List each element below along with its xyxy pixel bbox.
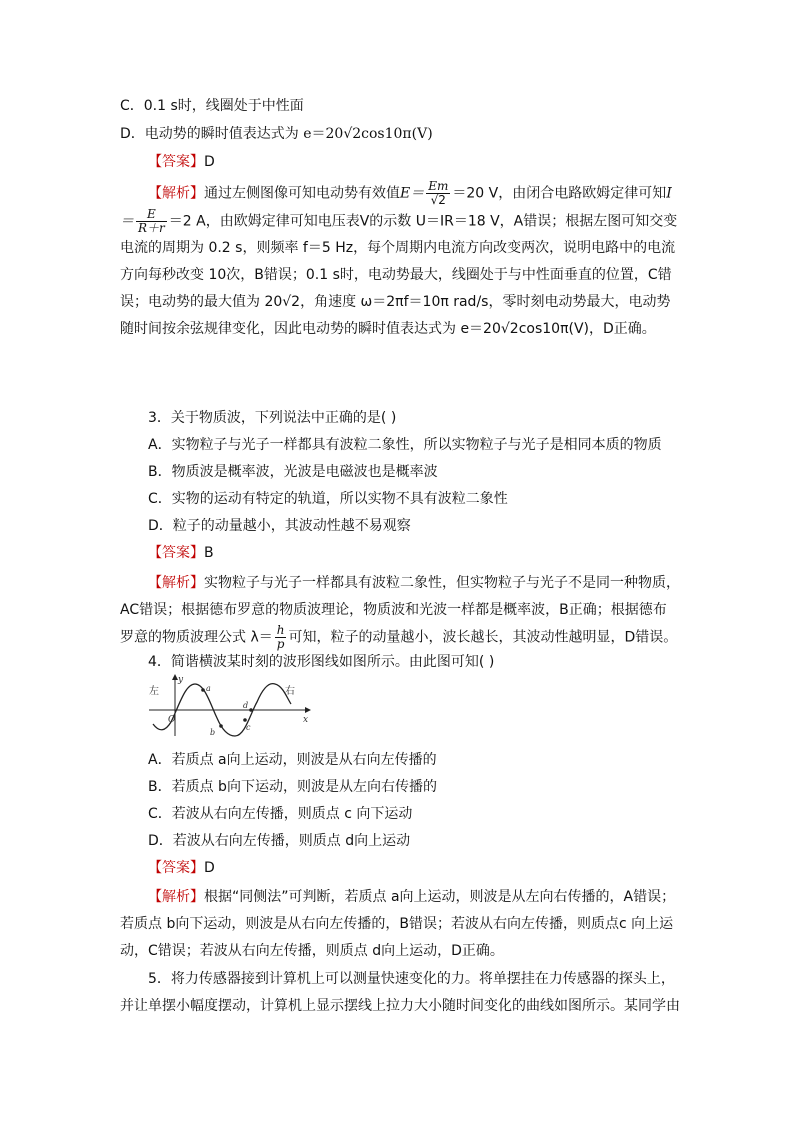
frac-den: √2 <box>430 193 446 207</box>
q3-explanation <box>120 570 680 652</box>
point-b <box>219 724 223 728</box>
q5-stem-text: 5．将力传感器接到计算机上可以测量快速变化的力。将单摆挂在力传感器的探头上，并让单摆小幅度摆动，计算机上显示摆线上拉力大小随时间变化的曲线如图所示。某同学由 <box>120 971 680 1014</box>
q2-expl-i-eq: I＝ <box>120 185 672 229</box>
q4-option-d: D．若波从右向左传播，则质点 d向上运动 <box>148 833 411 849</box>
answer-value: D <box>204 860 215 876</box>
frac-den: p <box>276 637 285 651</box>
q2-answer <box>148 152 215 172</box>
frac-num: Em <box>428 179 449 193</box>
q2-option-c: C．0.1 s时，线圈处于中性面 <box>120 98 304 114</box>
answer-tag: 【答案】 <box>148 545 204 561</box>
q3-stem: 3．关于物质波，下列说法中正确的是( ) <box>148 410 397 426</box>
em-over-sqrt2-fraction <box>426 180 450 207</box>
q4-option-c: C．若波从右向左传播，则质点 c 向下运动 <box>148 806 413 822</box>
q4-option-b: B．若质点 b向下运动，则波是从左向右传播的 <box>148 779 437 795</box>
wave-figure <box>145 672 315 740</box>
q3-expl-text-1: 实物粒子与光子一样都具有波粒二象性，但实物粒子与光子不是同一种物质，AC错误；根据德布罗意的物质波理论，物质波和光波一样都是概率波，B正确；根据德布罗意的物质波理公式 λ＝ <box>120 575 680 646</box>
point-d <box>249 708 253 712</box>
point-a <box>201 688 205 692</box>
x-axis-label: x <box>303 715 309 725</box>
q3-option-a: A．实物粒子与光子一样都具有波粒二象性，所以实物粒子与光子是相同本质的物质 <box>148 437 662 453</box>
q2-option-d <box>120 124 433 144</box>
explanation-tag: 【解析】 <box>148 889 204 905</box>
q2-expl-text-3: ＝2 A，由欧姆定律可知电压表V的示数 U＝IR＝18 V，A错误；根据左图可知交变电流的周期为 0.2 s，则频率 f＝5 Hz，每个周期内电流方向改变两次，说明电路中的电流方向每秒改变 10次，B错误；0.1 s时，电动势最大，线圈处于与中性面垂直的位置，C错误；电动势的最大值为 20√2，角速度 ω＝2πf＝10π rad/s，零时刻电动势最大，电动势随时间按余弦规律变化，因此电动势的瞬时值表达式为 e＝20√2cos10π(V)，D正确。 <box>120 213 678 337</box>
frac-den: R＋r <box>138 220 165 235</box>
answer-tag: 【答案】 <box>148 860 204 876</box>
frac-num: h <box>276 623 285 637</box>
h-over-p-fraction <box>275 624 287 651</box>
q4-option-a: A．若质点 a向上运动，则波是从右向左传播的 <box>148 752 437 768</box>
point-c <box>243 718 247 722</box>
x-axis-arrow <box>305 707 311 713</box>
q2-explanation <box>120 180 680 343</box>
q4-expl-text: 根据“同侧法”可判断，若质点 a向上运动，则波是从左向右传播的，A错误；若质点 b向下运动，则波是从右向左传播的，B错误；若波从右向左传播，则质点c 向上运动，C错误；若波从右向左传播，则质点 d向上运动，D正确。 <box>120 889 676 959</box>
explanation-tag: 【解析】 <box>148 185 204 202</box>
q3-option-b: B．物质波是概率波，光波是电磁波也是概率波 <box>148 464 438 480</box>
frac-num: E <box>136 208 167 222</box>
answer-value: B <box>204 545 214 561</box>
point-d-label: d <box>243 701 249 710</box>
right-label: 右 <box>285 686 295 697</box>
q2-expl-text-1: 通过左侧图像可知电动势有效值 <box>204 185 400 202</box>
q2-expl-e-eq: E＝ <box>400 185 425 202</box>
q2-expl-text-2: ＝20 V，由闭合电路欧姆定律可知 <box>452 185 667 202</box>
q4-explanation <box>120 884 680 965</box>
q4-answer <box>148 858 215 878</box>
q4-stem: 4．简谐横波某时刻的波形图线如图所示。由此图可知( ) <box>148 654 495 670</box>
point-b-label: b <box>210 728 216 737</box>
q2-option-d-text: D．电动势的瞬时值表达式为 <box>120 126 304 142</box>
e-over-r-fraction <box>136 208 167 235</box>
q3-option-c: C．实物的运动有特定的轨道，所以实物不具有波粒二象性 <box>148 491 508 507</box>
y-axis-label: y <box>178 675 184 685</box>
answer-tag: 【答案】 <box>148 154 204 170</box>
left-label: 左 <box>149 686 159 697</box>
explanation-tag: 【解析】 <box>148 575 204 591</box>
q5-stem <box>120 966 680 1020</box>
point-c-label: c <box>246 723 251 732</box>
q3-option-d: D．粒子的动量越小，其波动性越不易观察 <box>148 518 411 534</box>
q2-option-d-expr: e＝20√2cos10π(V) <box>303 126 433 142</box>
q3-answer <box>148 543 214 563</box>
origin-label: O <box>168 715 176 725</box>
answer-value: D <box>204 154 215 170</box>
point-a-label: a <box>206 684 211 693</box>
q3-expl-text-2: 可知，粒子的动量越小，波长越长，其波动性越明显，D错误。 <box>288 629 678 646</box>
